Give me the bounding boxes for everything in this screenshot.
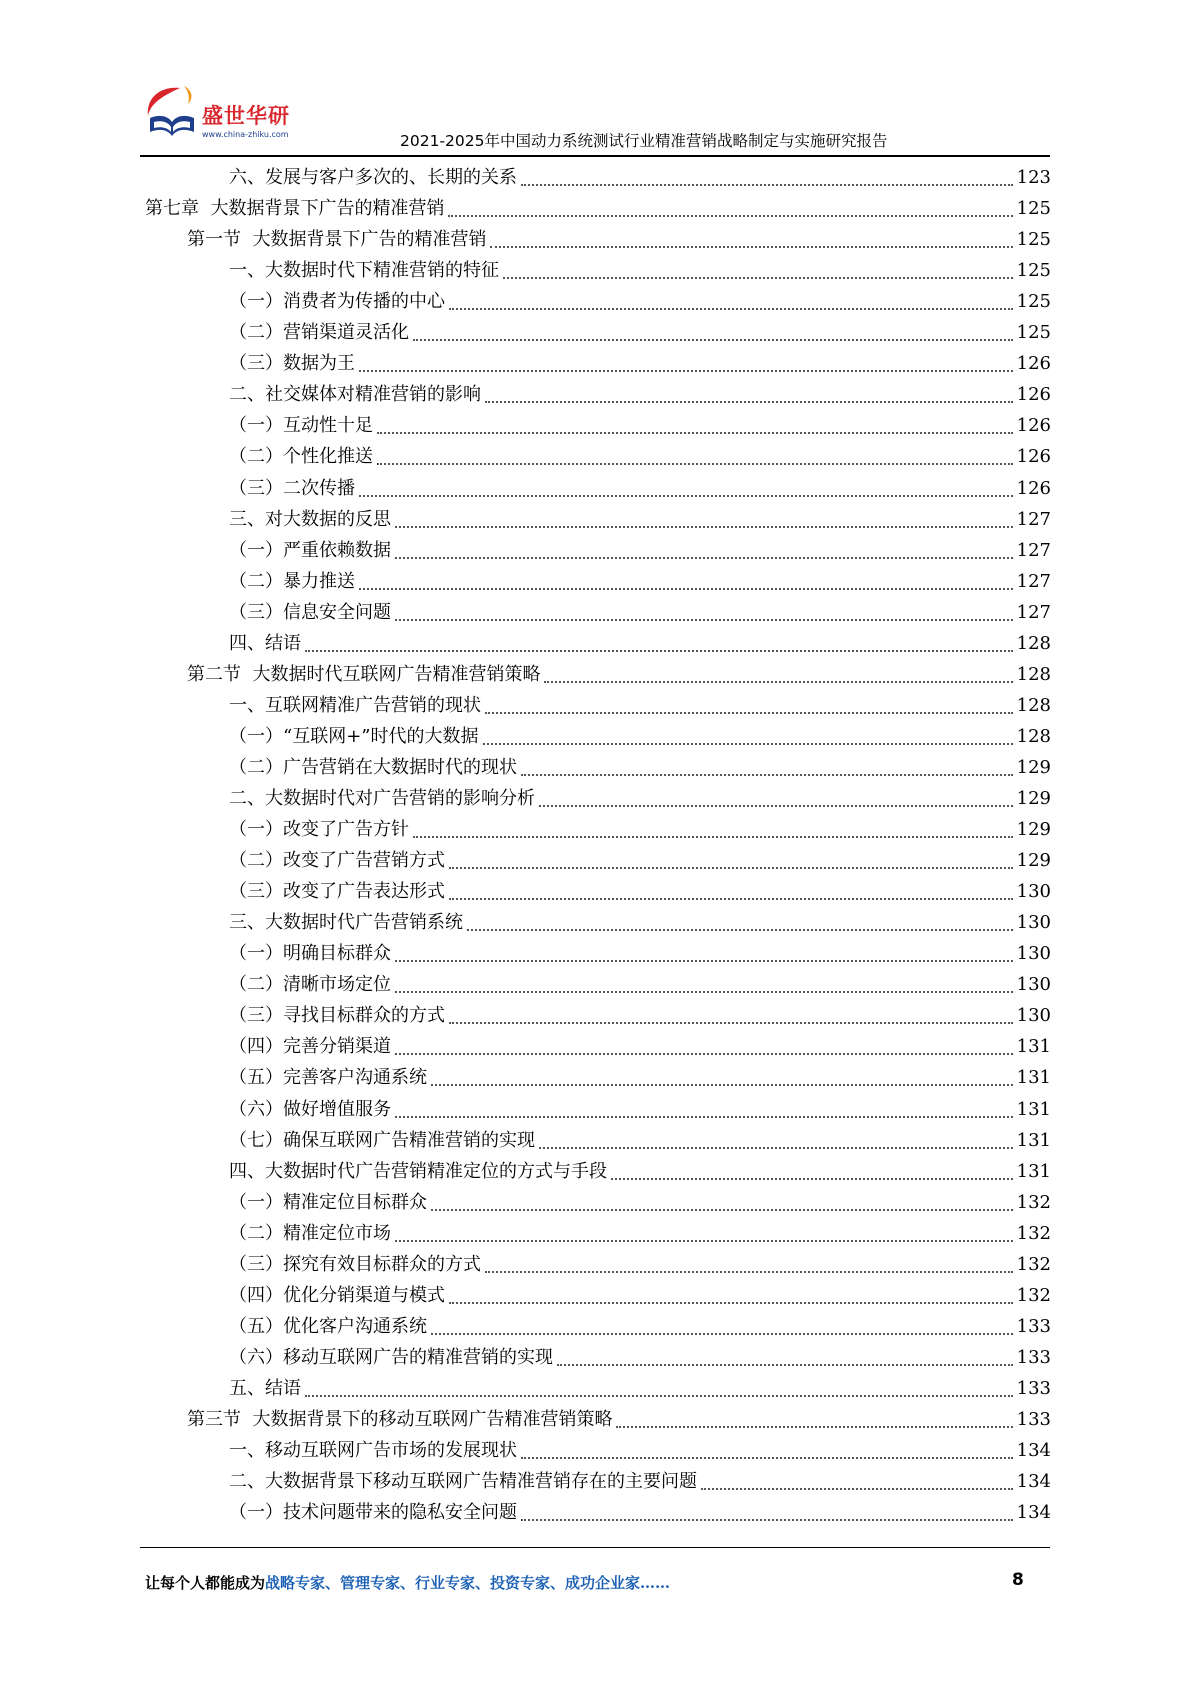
toc-entry[interactable] <box>229 1094 1051 1125</box>
toc-entry-page: 126 <box>1016 477 1051 499</box>
dot-leader <box>449 1302 1013 1304</box>
toc-entry-page: 130 <box>1016 943 1051 965</box>
toc-entry[interactable] <box>229 1187 1051 1218</box>
toc-entry-title: （二）暴力推送 <box>229 570 355 592</box>
toc-entry[interactable] <box>229 1311 1051 1342</box>
dot-leader <box>395 1053 1013 1055</box>
toc-entry[interactable] <box>229 597 1051 628</box>
toc-entry-title: （二）清晰市场定位 <box>229 974 391 996</box>
toc-entry-page: 131 <box>1016 1160 1051 1182</box>
toc-entry[interactable] <box>229 162 1051 193</box>
dot-leader <box>521 1519 1013 1521</box>
toc-entry-page: 129 <box>1016 756 1051 778</box>
toc-entry-title: 三、大数据时代广告营销系统 <box>229 912 463 934</box>
toc-entry[interactable] <box>187 1404 1051 1435</box>
toc-entry-page: 133 <box>1016 1346 1051 1368</box>
toc-entry-page: 125 <box>1016 229 1051 251</box>
dot-leader <box>395 557 1013 559</box>
toc-entry-title: （六）做好增值服务 <box>229 1098 391 1120</box>
toc-entry-page: 127 <box>1016 601 1051 623</box>
toc-entry[interactable] <box>229 969 1051 1000</box>
book-swoosh-icon <box>140 82 202 144</box>
toc-entry[interactable] <box>229 473 1051 504</box>
toc-entry[interactable] <box>229 1435 1051 1466</box>
page-header <box>0 0 1191 160</box>
toc-entry-title: 第一节 大数据背景下广告的精准营销 <box>187 229 487 251</box>
toc-entry-page: 133 <box>1016 1377 1051 1399</box>
toc-entry-title: （一）“互联网+”时代的大数据 <box>229 725 479 747</box>
toc-entry-title: （四）优化分销渠道与模式 <box>229 1284 445 1306</box>
toc-entry[interactable] <box>229 752 1051 783</box>
toc-entry-page: 125 <box>1016 198 1051 220</box>
toc-entry-title: （四）完善分销渠道 <box>229 1036 391 1058</box>
toc-entry-page: 125 <box>1016 291 1051 313</box>
toc-entry[interactable] <box>229 535 1051 566</box>
dot-leader <box>413 836 1013 838</box>
toc-entry-page: 134 <box>1016 1440 1051 1462</box>
toc-entry-title: （三）改变了广告表达形式 <box>229 881 445 903</box>
toc-entry-page: 134 <box>1016 1502 1051 1524</box>
toc-entry-page: 129 <box>1016 788 1051 809</box>
toc-entry-page: 123 <box>1016 167 1051 188</box>
dot-leader <box>449 898 1013 900</box>
toc-entry[interactable] <box>229 1156 1051 1187</box>
toc-entry-title: （一）技术问题带来的隐私安全问题 <box>229 1502 517 1524</box>
toc-entry[interactable] <box>229 504 1051 535</box>
toc-entry[interactable] <box>229 1497 1051 1528</box>
toc-entry-page: 134 <box>1016 1471 1051 1493</box>
dot-leader <box>395 526 1013 528</box>
toc-entry-page: 126 <box>1016 446 1051 468</box>
toc-entry-page: 130 <box>1016 912 1051 934</box>
toc-entry-title: （六）移动互联网广告的精准营销的实现 <box>229 1346 553 1368</box>
toc-entry-title: （一）改变了广告方针 <box>229 819 409 841</box>
toc-entry[interactable] <box>229 690 1051 721</box>
dot-leader <box>448 215 1012 217</box>
dot-leader <box>701 1488 1013 1490</box>
toc-entry[interactable] <box>229 783 1051 814</box>
dot-leader <box>305 650 1013 652</box>
logo-url: www.china-zhiku.com <box>202 130 289 139</box>
dot-leader <box>395 991 1013 993</box>
toc-entry-page: 131 <box>1016 1067 1051 1089</box>
toc-entry-page: 128 <box>1016 663 1051 685</box>
toc-entry[interactable] <box>229 286 1051 317</box>
slogan-prefix: 让每个人都能成为 <box>145 1574 266 1592</box>
toc-entry-title: （五）完善客户沟通系统 <box>229 1067 427 1089</box>
toc-entry-page: 133 <box>1016 1315 1051 1337</box>
dot-leader <box>467 929 1013 931</box>
toc-entry[interactable] <box>229 410 1051 441</box>
logo-name: 盛世华研 <box>202 104 290 128</box>
dot-leader <box>395 1240 1013 1242</box>
toc-entry-page: 129 <box>1016 819 1051 841</box>
toc-entry-title: 一、移动互联网广告市场的发展现状 <box>229 1440 517 1462</box>
toc-entry[interactable] <box>229 1218 1051 1249</box>
dot-leader <box>485 401 1013 403</box>
toc-entry-title: （二）营销渠道灵活化 <box>229 322 409 344</box>
dot-leader <box>449 867 1013 869</box>
dot-leader <box>431 1333 1013 1335</box>
toc-entry-page: 126 <box>1016 415 1051 437</box>
toc-entry-page: 131 <box>1016 1098 1051 1120</box>
toc-entry-title: （二）精准定位市场 <box>229 1222 391 1244</box>
toc-entry-title: 一、大数据时代下精准营销的特征 <box>229 260 499 282</box>
dot-leader <box>431 1209 1013 1211</box>
toc-entry[interactable] <box>229 1280 1051 1311</box>
toc-entry-title: 二、大数据时代对广告营销的影响分析 <box>229 788 535 809</box>
toc-entry-page: 132 <box>1016 1191 1051 1213</box>
toc-entry[interactable] <box>229 348 1051 379</box>
footer-divider <box>140 1547 1050 1548</box>
toc-entry-title: （三）二次传播 <box>229 477 355 499</box>
toc-entry[interactable] <box>229 441 1051 472</box>
toc-entry-title: 二、社交媒体对精准营销的影响 <box>229 384 481 406</box>
toc-entry-title: 一、互联网精准广告营销的现状 <box>229 694 481 716</box>
toc-entry-title: （一）明确目标群众 <box>229 943 391 965</box>
toc-entry-title: （三）寻找目标群众的方式 <box>229 1005 445 1027</box>
toc-entry-title: 六、发展与客户多次的、长期的关系 <box>229 167 517 188</box>
dot-leader <box>557 1364 1013 1366</box>
toc-entry[interactable] <box>229 1249 1051 1280</box>
dot-leader <box>503 277 1013 279</box>
toc-entry-page: 126 <box>1016 353 1051 375</box>
toc-entry[interactable] <box>229 1062 1051 1093</box>
dot-leader <box>377 463 1013 465</box>
dot-leader <box>611 1178 1013 1180</box>
toc-entry[interactable] <box>229 907 1051 938</box>
toc-entry-title: （二）改变了广告营销方式 <box>229 850 445 872</box>
toc-entry-title: 第三节 大数据背景下的移动互联网广告精准营销策略 <box>187 1409 613 1430</box>
toc-entry-title: （五）优化客户沟通系统 <box>229 1315 427 1337</box>
toc-entry[interactable] <box>229 255 1051 286</box>
dot-leader <box>395 619 1013 621</box>
header-divider <box>140 155 1050 157</box>
toc-entry-title: 四、结语 <box>229 632 301 654</box>
dot-leader <box>449 308 1013 310</box>
toc-entry-page: 126 <box>1016 384 1051 406</box>
toc-entry[interactable] <box>229 721 1051 752</box>
page-number: 8 <box>1012 1570 1024 1590</box>
toc-entry-page: 128 <box>1016 725 1051 747</box>
dot-leader <box>305 1395 1013 1397</box>
dot-leader <box>359 370 1013 372</box>
toc-entry[interactable] <box>229 317 1051 348</box>
toc-entry-title: （三）探究有效目标群众的方式 <box>229 1253 481 1275</box>
toc-entry[interactable] <box>145 193 1051 224</box>
toc-entry[interactable] <box>229 379 1051 410</box>
toc-entry-title: 第七章 大数据背景下广告的精准营销 <box>145 198 445 220</box>
toc-entry[interactable] <box>229 876 1051 907</box>
toc-entry-page: 127 <box>1016 508 1051 530</box>
toc-entry-page: 128 <box>1016 632 1051 654</box>
dot-leader <box>490 246 1012 248</box>
toc-entry-title: （三）数据为王 <box>229 353 355 375</box>
dot-leader <box>539 1147 1013 1149</box>
toc-entry-page: 131 <box>1016 1129 1051 1151</box>
dot-leader <box>483 743 1013 745</box>
toc-entry-page: 127 <box>1016 570 1051 592</box>
toc-entry-page: 129 <box>1016 850 1051 872</box>
toc-entry-page: 133 <box>1016 1409 1051 1430</box>
toc-entry[interactable] <box>229 628 1051 659</box>
toc-entry-title: 五、结语 <box>229 1377 301 1399</box>
toc-entry[interactable] <box>229 814 1051 845</box>
dot-leader <box>539 805 1013 807</box>
dot-leader <box>395 960 1013 962</box>
toc-entry[interactable] <box>229 1000 1051 1031</box>
toc-entry[interactable] <box>229 1373 1051 1404</box>
toc-entry[interactable] <box>229 1466 1051 1497</box>
dot-leader <box>485 1271 1013 1273</box>
toc-entry-title: （七）确保互联网广告精准营销的实现 <box>229 1129 535 1151</box>
dot-leader <box>359 495 1013 497</box>
toc-entry[interactable] <box>229 1125 1051 1156</box>
report-title: 2021-2025年中国动力系统测试行业精准营销战略制定与实施研究报告 <box>400 132 888 150</box>
toc-entry-title: 第二节 大数据时代互联网广告精准营销策略 <box>187 663 541 685</box>
dot-leader <box>449 1022 1013 1024</box>
toc-entry[interactable] <box>187 224 1051 255</box>
dot-leader <box>544 681 1012 683</box>
toc-entry[interactable] <box>229 845 1051 876</box>
toc-entry-page: 132 <box>1016 1284 1051 1306</box>
toc-entry-page: 125 <box>1016 322 1051 344</box>
toc-entry-page: 130 <box>1016 881 1051 903</box>
toc-entry[interactable] <box>187 659 1051 690</box>
toc-entry[interactable] <box>229 938 1051 969</box>
dot-leader <box>377 432 1013 434</box>
toc-entry[interactable] <box>229 566 1051 597</box>
footer-slogan <box>145 1572 670 1593</box>
company-logo <box>140 82 310 154</box>
toc-entry-title: （二）个性化推送 <box>229 446 373 468</box>
toc-entry[interactable] <box>229 1342 1051 1373</box>
toc-entry-page: 128 <box>1016 694 1051 716</box>
toc-entry-title: 四、大数据时代广告营销精准定位的方式与手段 <box>229 1160 607 1182</box>
dot-leader <box>616 1426 1012 1428</box>
toc-entry-page: 127 <box>1016 539 1051 561</box>
toc-entry-title: （一）精准定位目标群众 <box>229 1191 427 1213</box>
dot-leader <box>521 184 1013 186</box>
dot-leader <box>485 712 1013 714</box>
toc-entry-page: 131 <box>1016 1036 1051 1058</box>
toc-entry-title: （一）严重依赖数据 <box>229 539 391 561</box>
toc-entry-page: 132 <box>1016 1222 1051 1244</box>
toc-entry-page: 125 <box>1016 260 1051 282</box>
toc-entry-page: 132 <box>1016 1253 1051 1275</box>
toc-entry-page: 130 <box>1016 974 1051 996</box>
dot-leader <box>521 774 1013 776</box>
toc-entry-title: （二）广告营销在大数据时代的现状 <box>229 756 517 778</box>
dot-leader <box>395 1116 1013 1118</box>
slogan-highlight: 战略专家、管理专家、行业专家、投资专家、成功企业家…… <box>265 1574 671 1592</box>
dot-leader <box>413 339 1013 341</box>
toc-entry-title: （三）信息安全问题 <box>229 601 391 623</box>
toc-entry-page: 130 <box>1016 1005 1051 1027</box>
toc-entry[interactable] <box>229 1031 1051 1062</box>
dot-leader <box>431 1084 1013 1086</box>
toc-entry-title: （一）互动性十足 <box>229 415 373 437</box>
toc-entry-title: 三、对大数据的反思 <box>229 508 391 530</box>
dot-leader <box>359 588 1013 590</box>
toc-entry-title: （一）消费者为传播的中心 <box>229 291 445 313</box>
dot-leader <box>521 1457 1013 1459</box>
toc-entry-title: 二、大数据背景下移动互联网广告精准营销存在的主要问题 <box>229 1471 697 1493</box>
